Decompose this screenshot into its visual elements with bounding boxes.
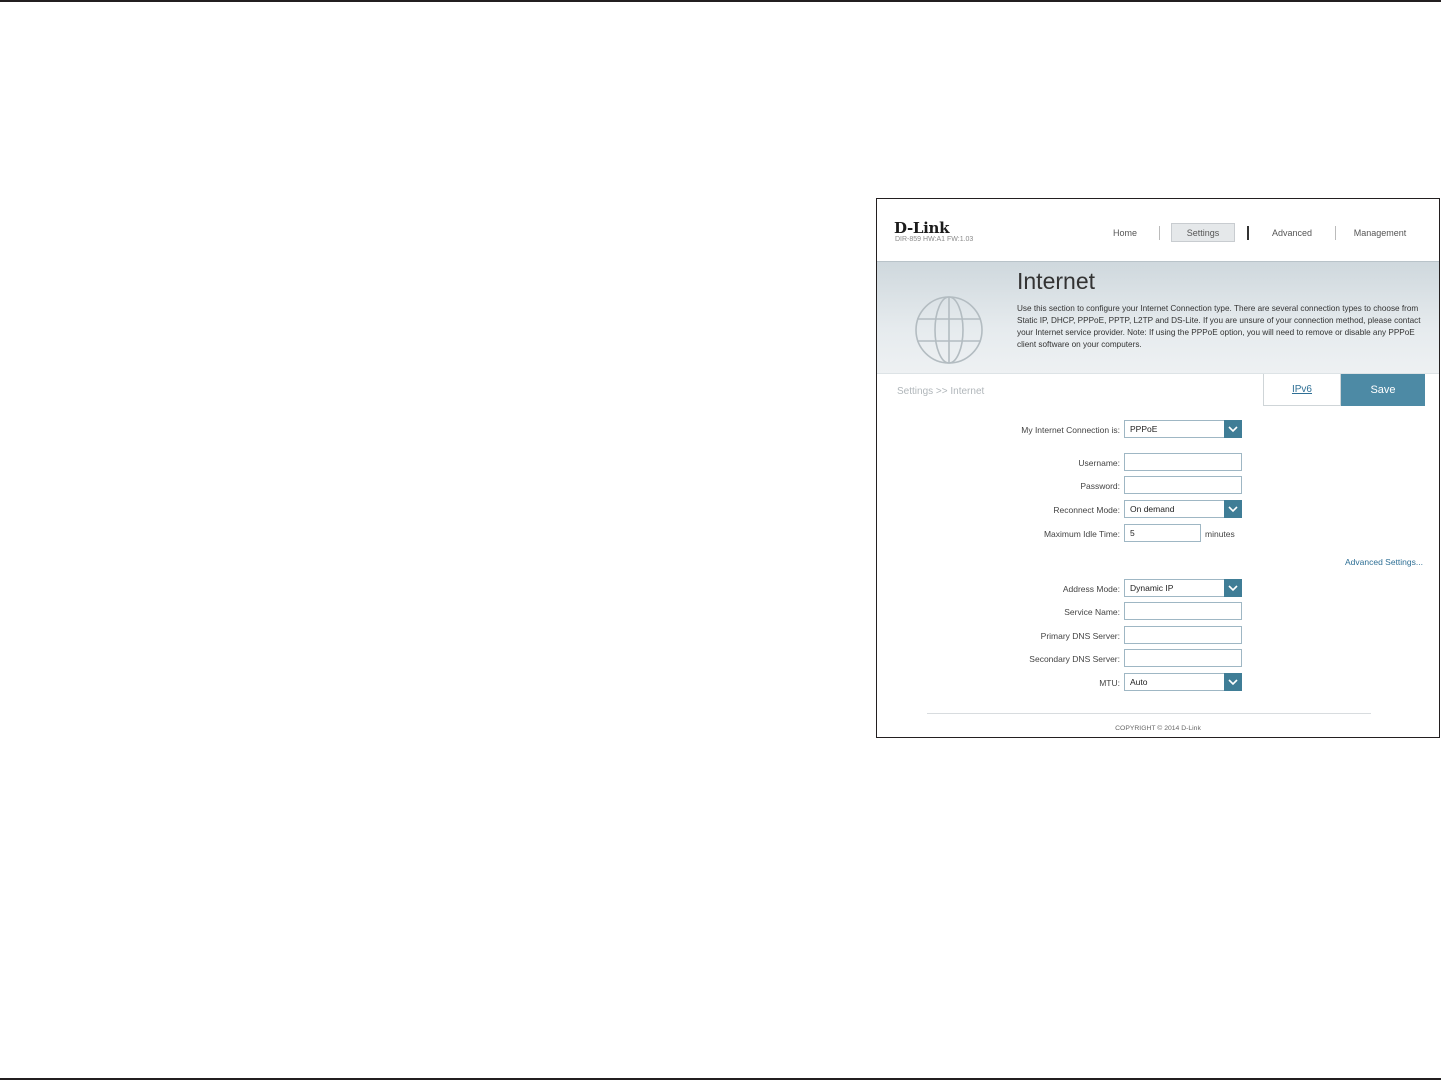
chevron-down-icon — [1224, 673, 1242, 691]
chevron-down-icon — [1224, 500, 1242, 518]
copyright-text: COPYRIGHT © 2014 D-Link — [1115, 725, 1201, 732]
service-name-input[interactable] — [1124, 602, 1242, 620]
connection-type-value: PPPoE — [1130, 424, 1158, 434]
nav-management[interactable]: Management — [1353, 228, 1407, 238]
nav-settings[interactable]: Settings — [1186, 228, 1220, 238]
address-mode-value: Dynamic IP — [1130, 583, 1174, 593]
nav-divider — [1335, 226, 1336, 240]
idle-time-input[interactable]: 5 — [1124, 524, 1201, 542]
mtu-select[interactable] — [1124, 673, 1242, 691]
username-label: Username: — [1078, 458, 1120, 468]
toolbar — [877, 373, 1439, 408]
chevron-down-icon — [1224, 579, 1242, 597]
primary-dns-input[interactable] — [1124, 626, 1242, 644]
breadcrumb: Settings >> Internet — [897, 386, 985, 397]
nav-divider — [1247, 226, 1249, 240]
ipv6-link[interactable]: IPv6 — [1263, 374, 1341, 406]
nav-home[interactable]: Home — [1112, 228, 1137, 238]
top-nav — [877, 223, 1437, 243]
page-banner — [877, 261, 1439, 374]
address-mode-select[interactable] — [1124, 579, 1242, 597]
password-label: Password: — [1080, 481, 1120, 491]
secondary-dns-label: Secondary DNS Server: — [1029, 654, 1120, 664]
reconnect-mode-label: Reconnect Mode: — [1053, 505, 1120, 515]
page-title: Internet — [1017, 268, 1095, 294]
connection-type-label: My Internet Connection is: — [1021, 425, 1120, 435]
router-ui-screenshot — [876, 198, 1440, 738]
save-button[interactable]: Save — [1341, 374, 1425, 406]
address-mode-label: Address Mode: — [1062, 584, 1120, 594]
dlink-logo: D-Link — [894, 219, 950, 237]
nav-divider — [1159, 226, 1160, 240]
primary-dns-label: Primary DNS Server: — [1040, 631, 1120, 641]
mtu-label: MTU: — [1099, 678, 1120, 688]
page-top-rule — [0, 0, 1441, 2]
reconnect-mode-select[interactable] — [1124, 500, 1242, 518]
idle-time-label: Maximum Idle Time: — [1043, 529, 1120, 539]
chevron-down-icon — [1224, 420, 1242, 438]
idle-time-unit: minutes — [1205, 529, 1235, 539]
advanced-settings-link[interactable]: Advanced Settings... — [1345, 557, 1423, 567]
reconnect-mode-value: On demand — [1130, 504, 1175, 514]
globe-icon — [913, 294, 985, 366]
connection-type-select[interactable] — [1124, 420, 1242, 438]
nav-advanced[interactable]: Advanced — [1271, 228, 1313, 238]
model-info: DIR-859 HW:A1 FW:1.03 — [895, 236, 974, 243]
mtu-value: Auto — [1130, 677, 1148, 687]
username-input[interactable] — [1124, 453, 1242, 471]
service-name-label: Service Name: — [1064, 607, 1120, 617]
password-input[interactable] — [1124, 476, 1242, 494]
page-description: Use this section to configure your Internet Connection type. There are several connection types to choose from Static IP, DHCP, PPPoE, PPTP, L2TP and DS-Lite. If you are unsure of your connection method, please contact your Internet service provider. Note: If using the PPPoE option, you will need to remove or disable any PPPoE client software on your computers. — [1017, 304, 1421, 349]
secondary-dns-input[interactable] — [1124, 649, 1242, 667]
footer-divider — [927, 713, 1371, 714]
page-bottom-rule — [0, 1078, 1441, 1080]
